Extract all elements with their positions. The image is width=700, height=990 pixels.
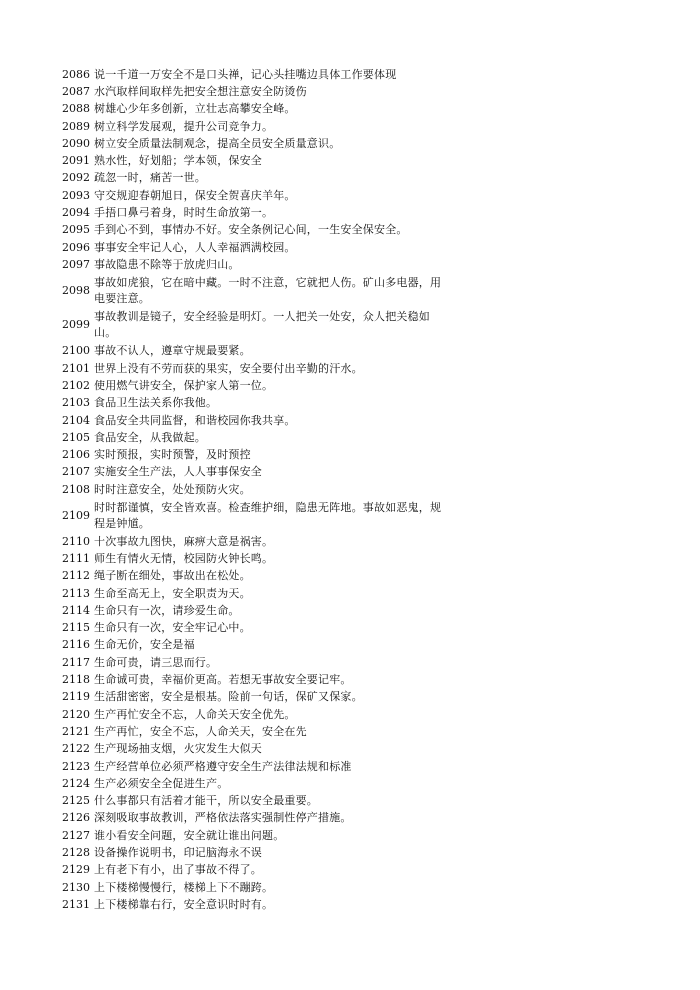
list-item [62, 395, 462, 412]
entry-number: 2114 [62, 603, 90, 617]
entry-number: 2104 [62, 413, 90, 427]
entry-text: 生命无价，安全是福 [94, 638, 195, 652]
entry-text: 上下楼梯慢慢行，楼梯上下不蹦跨。 [94, 880, 274, 894]
entry-text: 绳子断在细处，事故出在松处。 [94, 569, 251, 583]
entry-text: 熟水性，好划船；学本领，保安全 [94, 154, 262, 168]
entry-text: 谁小看安全问题，安全就让谁出问题。 [94, 828, 285, 842]
entry-number: 2131 [62, 897, 90, 911]
entry-text: 师生有情火无情，校园防火钟长鸣。 [94, 551, 274, 565]
entry-text: 生命只有一次，安全牢记心中。 [94, 621, 251, 635]
list-item [62, 844, 462, 861]
entry-text: 食品安全，从我做起。 [94, 430, 206, 444]
entry-number: 2111 [62, 551, 90, 565]
list-item [62, 412, 462, 429]
entry-number: 2105 [62, 430, 90, 444]
entry-text: 生命诚可贵，幸福价更高。若想无事故安全要记牢。 [94, 673, 352, 687]
entry-text: 守交规迎春朝旭日，保安全贺喜庆羊年。 [94, 188, 296, 202]
list-item [62, 827, 462, 844]
list-item [62, 792, 462, 809]
entry-number: 2094 [62, 206, 90, 220]
entry-number: 2115 [62, 621, 90, 635]
entry-number: 2129 [62, 863, 90, 877]
entry-text: 事故隐患不除等于放虎归山。 [94, 257, 240, 271]
entry-number: 2101 [62, 361, 90, 375]
entry-number: 2100 [62, 344, 90, 358]
list-item [62, 118, 462, 135]
entry-text: 生命可贵，请三思而行。 [94, 655, 218, 669]
entry-text: 生活甜密密，安全是根基。险前一句话，保矿又保家。 [94, 690, 363, 704]
entry-text: 食品卫生法关系你我他。 [94, 396, 218, 410]
entry-text: 生产再忙，安全不忘，人命关天，安全在先 [94, 724, 307, 738]
entry-text: 时时都谨慎，安全皆欢喜。检查维护细，隐患无阵地。事故如恶鬼，规程是钟馗。 [94, 500, 442, 530]
list-item [62, 723, 462, 740]
entry-text: 事故不认人，遵章守规最要紧。 [94, 344, 251, 358]
entry-text: 生产经营单位必须严格遵守安全生产法律法规和标准 [94, 759, 352, 773]
list-item [62, 568, 462, 585]
entry-text: 生命至高无上，安全职责为天。 [94, 586, 251, 600]
entry-text: 水汽取样间取样先把安全想注意安全防烫伤 [94, 84, 307, 98]
list-item [62, 620, 462, 637]
list-item [62, 170, 462, 187]
entry-number: 2119 [62, 690, 90, 704]
list-item [62, 585, 462, 602]
entry-number: 2103 [62, 396, 90, 410]
list-item [62, 654, 462, 671]
entry-number: 2097 [62, 257, 90, 271]
entry-text: 说一千道一万安全不是口头禅，记心头挂嘴边具体工作要体现 [94, 67, 397, 81]
entry-number: 2088 [62, 102, 90, 116]
list-item [62, 343, 462, 360]
entry-number: 2095 [62, 223, 90, 237]
list-item [62, 187, 462, 204]
entry-text: 深刻吸取事故教训，严格依法落实强制性停产措施。 [94, 811, 352, 825]
entry-number: 2107 [62, 465, 90, 479]
entry-number: 2116 [62, 638, 90, 652]
list-item [62, 66, 462, 83]
entry-number: 2089 [62, 119, 90, 133]
entry-text: 什么事都只有活着才能干，所以安全最重要。 [94, 794, 318, 808]
entry-number: 2093 [62, 188, 90, 202]
entry-text: 使用燃气讲安全，保护家人第一位。 [94, 378, 274, 392]
entry-text: 食品安全共同监督，和谐校园你我共享。 [94, 413, 296, 427]
entry-text: 设备操作说明书，印记脑海永不误 [94, 846, 262, 859]
entry-text: 事故如虎狼，它在暗中藏。一时不注意，它就把人伤。矿山多电器，用电要注意。 [94, 275, 442, 305]
entry-text: 实施安全生产法，人人事事保安全 [94, 465, 262, 479]
list-item [62, 256, 462, 273]
list-item [62, 135, 462, 152]
entry-text: 上有老下有小，出了事故不得了。 [94, 863, 262, 877]
list-item [62, 360, 462, 377]
entry-text: 树雄心少年多创新，立壮志高攀安全峰。 [94, 102, 296, 116]
list-item [62, 308, 462, 343]
list-item [62, 637, 462, 654]
entry-text: 手捂口鼻弓着身，时时生命放第一。 [94, 206, 274, 220]
entry-text: 树立科学发展观，提升公司竞争力。 [94, 119, 274, 133]
entry-text: 生产必须安全全促进生产。 [94, 776, 229, 790]
list-item [62, 429, 462, 446]
entry-number: 2109 [62, 508, 90, 522]
list-item [62, 204, 462, 221]
entry-number: 2125 [62, 794, 90, 808]
entry-text: 树立安全质量法制观念，提高全员安全质量意识。 [94, 136, 341, 150]
entry-number: 2124 [62, 776, 90, 790]
entry-number: 2092 [62, 171, 90, 185]
entry-number: 2098 [62, 283, 90, 297]
entry-number: 2087 [62, 84, 90, 98]
entry-text: 手到心不到，事情办不好。安全条例记心间，一生安全保安全。 [94, 223, 408, 237]
entry-number: 2128 [62, 846, 90, 859]
entry-number: 2121 [62, 724, 90, 738]
entry-number: 2102 [62, 378, 90, 392]
entry-number: 2113 [62, 586, 90, 600]
entry-text: 时时注意安全，处处预防火灾。 [94, 482, 251, 496]
entry-text: 事事安全牢记人心，人人幸福洒满校园。 [94, 240, 296, 254]
list-item [62, 689, 462, 706]
list-item [62, 481, 462, 498]
entry-text: 生产再忙安全不忘，人命关天安全优先。 [94, 707, 296, 721]
entry-number: 2123 [62, 759, 90, 773]
entry-number: 2099 [62, 318, 90, 332]
entry-text: 实时预报，实时预警，及时预控 [94, 448, 251, 462]
list-item [62, 152, 462, 169]
list-item [62, 239, 462, 256]
list-item [62, 83, 462, 100]
entry-number: 2112 [62, 569, 90, 583]
entry-number: 2090 [62, 136, 90, 150]
list-item [62, 741, 462, 758]
entry-text: 上下楼梯靠右行，安全意识时时有。 [94, 897, 274, 911]
entry-text: 世界上没有不劳而获的果实，安全要付出辛勤的汗水。 [94, 361, 363, 375]
slogan-list [62, 66, 462, 914]
list-item [62, 758, 462, 775]
entry-text: 疏忽一时，痛苦一世。 [94, 171, 206, 185]
entry-number: 2120 [62, 707, 90, 721]
list-item [62, 896, 462, 913]
entry-number: 2130 [62, 880, 90, 894]
entry-number: 2106 [62, 448, 90, 462]
entry-number: 2126 [62, 811, 90, 825]
entry-number: 2127 [62, 828, 90, 842]
list-item [62, 706, 462, 723]
entry-text: 生命只有一次，请珍爱生命。 [94, 603, 240, 617]
list-item [62, 447, 462, 464]
list-item [62, 533, 462, 550]
list-item [62, 222, 462, 239]
list-item [62, 602, 462, 619]
list-item [62, 274, 462, 309]
entry-text: 生产现场抽支烟，火灾发生大似天 [94, 742, 262, 756]
list-item [62, 810, 462, 827]
list-item [62, 879, 462, 896]
list-item [62, 550, 462, 567]
entry-number: 2117 [62, 655, 90, 669]
list-item [62, 464, 462, 481]
list-item [62, 671, 462, 688]
entry-number: 2086 [62, 67, 90, 81]
entry-text: 事故教训是镜子，安全经验是明灯。一人把关一处安，众人把关稳如山。 [94, 310, 430, 340]
list-item [62, 862, 462, 879]
entry-number: 2118 [62, 673, 90, 687]
entry-number: 2110 [62, 534, 90, 548]
entry-number: 2122 [62, 742, 90, 756]
entry-number: 2108 [62, 482, 90, 496]
list-item [62, 101, 462, 118]
list-item [62, 775, 462, 792]
entry-number: 2096 [62, 240, 90, 254]
list-item [62, 377, 462, 394]
list-item [62, 498, 462, 533]
entry-text: 十次事故九图快，麻痹大意是祸害。 [94, 534, 274, 548]
entry-number: 2091 [62, 154, 90, 168]
